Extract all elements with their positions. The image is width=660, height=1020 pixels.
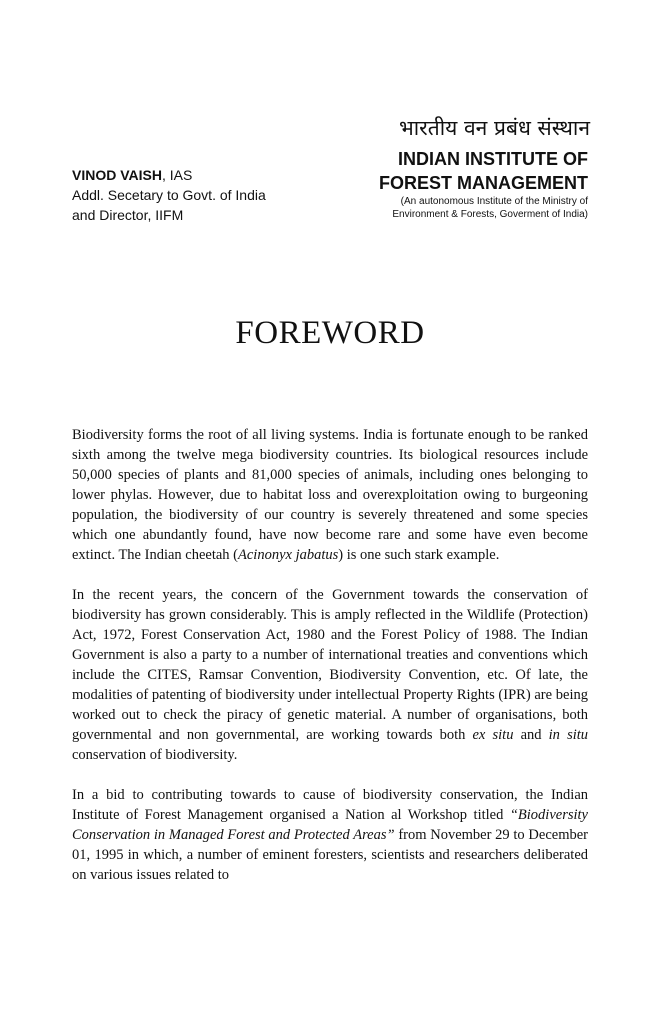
paragraph-3 [72, 785, 588, 885]
institute-subtitle-line2: Environment & Forests, Goverment of India) [392, 209, 588, 220]
sender-designation: Addl. Secetary to Govt. of India [72, 187, 266, 203]
page-title: FOREWORD [235, 315, 425, 351]
p2-text-a: In the recent years, the concern of the Government towards the conservation of biodiversity has grown considerably. This is amply reflected in the Wildlife (Protection) Act, 1972, Forest Conservation Act, 1980 and the Forest Policy of 1988. The Indian Government is also a party to a number of international treaties and conventions which include the CITES, Ramsar Convention, Biodiversity Convention, etc. Of late, the modalities of patenting of biodiversity under intellectual Property Rights (IPR) are being worked out to check the piracy of genetic material. A number of organisations, both governmental and non governmental, are working towards both [72, 587, 588, 743]
sender-block [72, 165, 332, 225]
institute-name-line2: FOREST MANAGEMENT [379, 173, 588, 193]
paragraph-1 [72, 425, 588, 565]
p1-text-a: Biodiversity forms the root of all living systems. India is fortunate enough to be ranked sixth among the twelve mega biodiversity countries. Its biological resources include 50,000 species of plants and 81,000 species of animals, including ones belonging to lower phylas. However, due to habitat loss and overexploitation owing to burgeoning population, the biodiversity of our country is severely threatened and some species which one abundantly found, have now become rare and some have even become extinct. The Indian cheetah ( [72, 427, 588, 563]
institute-hindi-name: भारतीय वन प्रबंध संस्थान [398, 116, 590, 140]
p2-text-b: conservation of biodiversity. [72, 747, 238, 763]
institute-subtitle [330, 195, 588, 221]
sender-suffix: , IAS [161, 167, 193, 183]
paragraph-2 [72, 585, 588, 765]
p3-text-b: from November 29 to December 01, 1995 in which, a number of eminent foresters, scientists and researchers deliberated on various issues related to [72, 827, 588, 883]
species-name: Acinonyx jabatus [238, 547, 339, 563]
institute-name-line1: INDIAN INSTITUTE OF [398, 149, 588, 169]
term-ex-situ: ex situ [472, 727, 514, 743]
sender-affiliation: and Director, IIFM [72, 207, 184, 223]
foreword-body [72, 425, 588, 905]
institute-subtitle-line1: (An autonomous Institute of the Ministry of [400, 196, 588, 207]
term-in-situ: in situ [548, 727, 589, 743]
institute-name [330, 147, 588, 195]
sender-name-line [72, 165, 332, 185]
p1-text-b: ) is one such stark example. [338, 547, 500, 563]
p2-text-mid: and [513, 727, 549, 743]
workshop-title: “Biodiversity Conservation in Managed Forest and Protected Areas” [72, 807, 588, 843]
sender-name: VINOD VAISH [72, 167, 162, 183]
p3-text-a: In a bid to contributing towards to cause of biodiversity conservation, the Indian Institute of Forest Management organised a Nation al Workshop titled [72, 787, 588, 823]
